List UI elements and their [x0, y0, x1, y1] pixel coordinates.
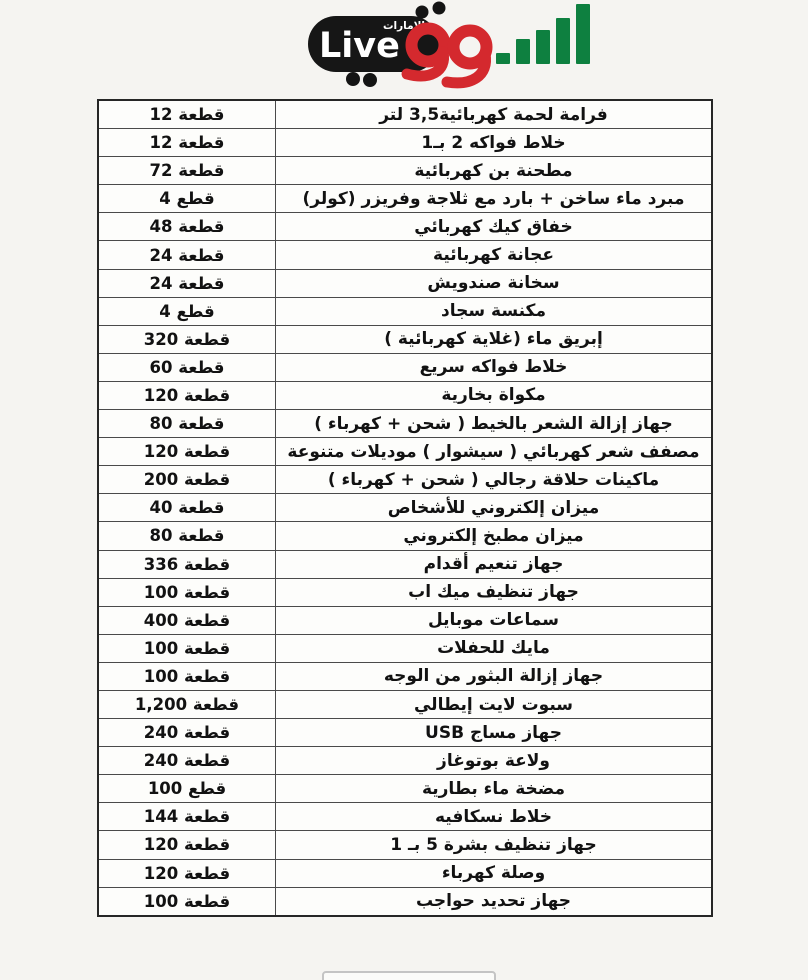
- table-row: [98, 606, 712, 634]
- quantity-cell: 24 قطعة: [98, 241, 276, 269]
- quantity-cell: 120 قطعة: [98, 438, 276, 466]
- table-row: [98, 185, 712, 213]
- logo-bar-chart-icon: [496, 4, 592, 64]
- table-row: [98, 747, 712, 775]
- item-name-cell: عجانة كهربائية: [276, 241, 713, 269]
- table-row: [98, 831, 712, 859]
- table-row: [98, 887, 712, 916]
- quantity-cell: 4 قطع: [98, 297, 276, 325]
- item-name-cell: مصفف شعر كهربائي ( سيشوار ) موديلات متنوعة: [276, 438, 713, 466]
- item-name-cell: خلاط فواكه 2 بـ1: [276, 129, 713, 157]
- item-name-cell: مكواة بخارية: [276, 381, 713, 409]
- item-name-cell: إبريق ماء (غلاية كهربائية ): [276, 325, 713, 353]
- table-row: [98, 353, 712, 381]
- quantity-cell: 120 قطعة: [98, 859, 276, 887]
- item-name-cell: جهاز إزالة الشعر بالخيط ( شحن + كهرباء ): [276, 410, 713, 438]
- item-name-cell: سماعات موبايل: [276, 606, 713, 634]
- quantity-cell: 80 قطعة: [98, 410, 276, 438]
- item-name-cell: جهاز إزالة البثور من الوجه: [276, 662, 713, 690]
- table-row: [98, 241, 712, 269]
- table-row: [98, 719, 712, 747]
- quantity-cell: 80 قطعة: [98, 522, 276, 550]
- quantity-cell: 400 قطعة: [98, 606, 276, 634]
- logo-arabic-calligraphy-icon: [395, 0, 507, 96]
- table-row: [98, 157, 712, 185]
- item-name-cell: فرامة لحمة كهربائية3,5 لتر: [276, 100, 713, 129]
- item-name-cell: وصلة كهرباء: [276, 859, 713, 887]
- quantity-cell: 100 قطعة: [98, 634, 276, 662]
- item-name-cell: ولاعة بوتوغاز: [276, 747, 713, 775]
- quantity-cell: 48 قطعة: [98, 213, 276, 241]
- table-row: [98, 522, 712, 550]
- bar-chart-bar: [516, 39, 530, 64]
- table-row: [98, 775, 712, 803]
- item-name-cell: مبرد ماء ساخن + بارد مع ثلاجة وفريزر (كولر): [276, 185, 713, 213]
- item-name-cell: خفاق كيك كهربائي: [276, 213, 713, 241]
- table-row: [98, 325, 712, 353]
- table-row: [98, 297, 712, 325]
- quantity-cell: 100 قطع: [98, 775, 276, 803]
- quantity-cell: 100 قطعة: [98, 887, 276, 916]
- quantity-cell: 12 قطعة: [98, 129, 276, 157]
- logo-dot-icon: [363, 73, 377, 87]
- logo-dot-icon: [346, 72, 360, 86]
- quantity-cell: 200 قطعة: [98, 466, 276, 494]
- bar-chart-bar: [536, 30, 550, 64]
- table-row: [98, 578, 712, 606]
- table-row: [98, 410, 712, 438]
- table-row: [98, 466, 712, 494]
- quantity-cell: 336 قطعة: [98, 550, 276, 578]
- item-name-cell: مطحنة بن كهربائية: [276, 157, 713, 185]
- quantity-cell: 100 قطعة: [98, 662, 276, 690]
- item-name-cell: مايك للحفلات: [276, 634, 713, 662]
- item-name-cell: جهاز تنظيف ميك اب: [276, 578, 713, 606]
- table-row: [98, 494, 712, 522]
- item-name-cell: ماكينات حلاقة رجالي ( شحن + كهرباء ): [276, 466, 713, 494]
- logo-live-label: Live: [319, 26, 400, 66]
- quantity-cell: 60 قطعة: [98, 353, 276, 381]
- item-name-cell: مكنسة سجاد: [276, 297, 713, 325]
- quantity-cell: 240 قطعة: [98, 747, 276, 775]
- item-name-cell: جهاز تحديد حواجب: [276, 887, 713, 916]
- quantity-cell: 40 قطعة: [98, 494, 276, 522]
- item-name-cell: مضخة ماء بطارية: [276, 775, 713, 803]
- site-logo: [0, 0, 808, 96]
- table-row: [98, 859, 712, 887]
- item-name-cell: جهاز مساج USB: [276, 719, 713, 747]
- table-row: [98, 100, 712, 129]
- table-row: [98, 213, 712, 241]
- table-row: [98, 381, 712, 409]
- quantity-cell: 72 قطعة: [98, 157, 276, 185]
- table-row: [98, 690, 712, 718]
- quantity-cell: 120 قطعة: [98, 381, 276, 409]
- item-name-cell: خلاط فواكه سريع: [276, 353, 713, 381]
- item-name-cell: جهاز تنظيف بشرة 5 بـ 1: [276, 831, 713, 859]
- table-row: [98, 129, 712, 157]
- quantity-cell: 4 قطع: [98, 185, 276, 213]
- table-row: [98, 550, 712, 578]
- table-row: [98, 269, 712, 297]
- quantity-cell: 320 قطعة: [98, 325, 276, 353]
- item-name-cell: ميزان مطبخ إلكتروني: [276, 522, 713, 550]
- quantity-cell: 100 قطعة: [98, 578, 276, 606]
- table-row: [98, 634, 712, 662]
- price-table-body: [98, 100, 712, 916]
- quantity-cell: 144 قطعة: [98, 803, 276, 831]
- price-quantity-table: [97, 99, 713, 917]
- logo-emirates-label: الإمارات: [382, 20, 425, 32]
- item-name-cell: خلاط نسكافيه: [276, 803, 713, 831]
- bar-chart-bar: [576, 4, 590, 64]
- table-row: [98, 803, 712, 831]
- quantity-cell: 120 قطعة: [98, 831, 276, 859]
- quantity-cell: 1,200 قطعة: [98, 690, 276, 718]
- table-row: [98, 438, 712, 466]
- bar-chart-bar: [556, 18, 570, 64]
- bottom-partial-button[interactable]: [322, 971, 496, 980]
- item-name-cell: ميزان إلكتروني للأشخاص: [276, 494, 713, 522]
- quantity-cell: 240 قطعة: [98, 719, 276, 747]
- item-name-cell: سبوت لايت إيطالي: [276, 690, 713, 718]
- quantity-cell: 12 قطعة: [98, 100, 276, 129]
- item-name-cell: جهاز تنعيم أقدام: [276, 550, 713, 578]
- table-row: [98, 662, 712, 690]
- item-name-cell: سخانة صندويش: [276, 269, 713, 297]
- quantity-cell: 24 قطعة: [98, 269, 276, 297]
